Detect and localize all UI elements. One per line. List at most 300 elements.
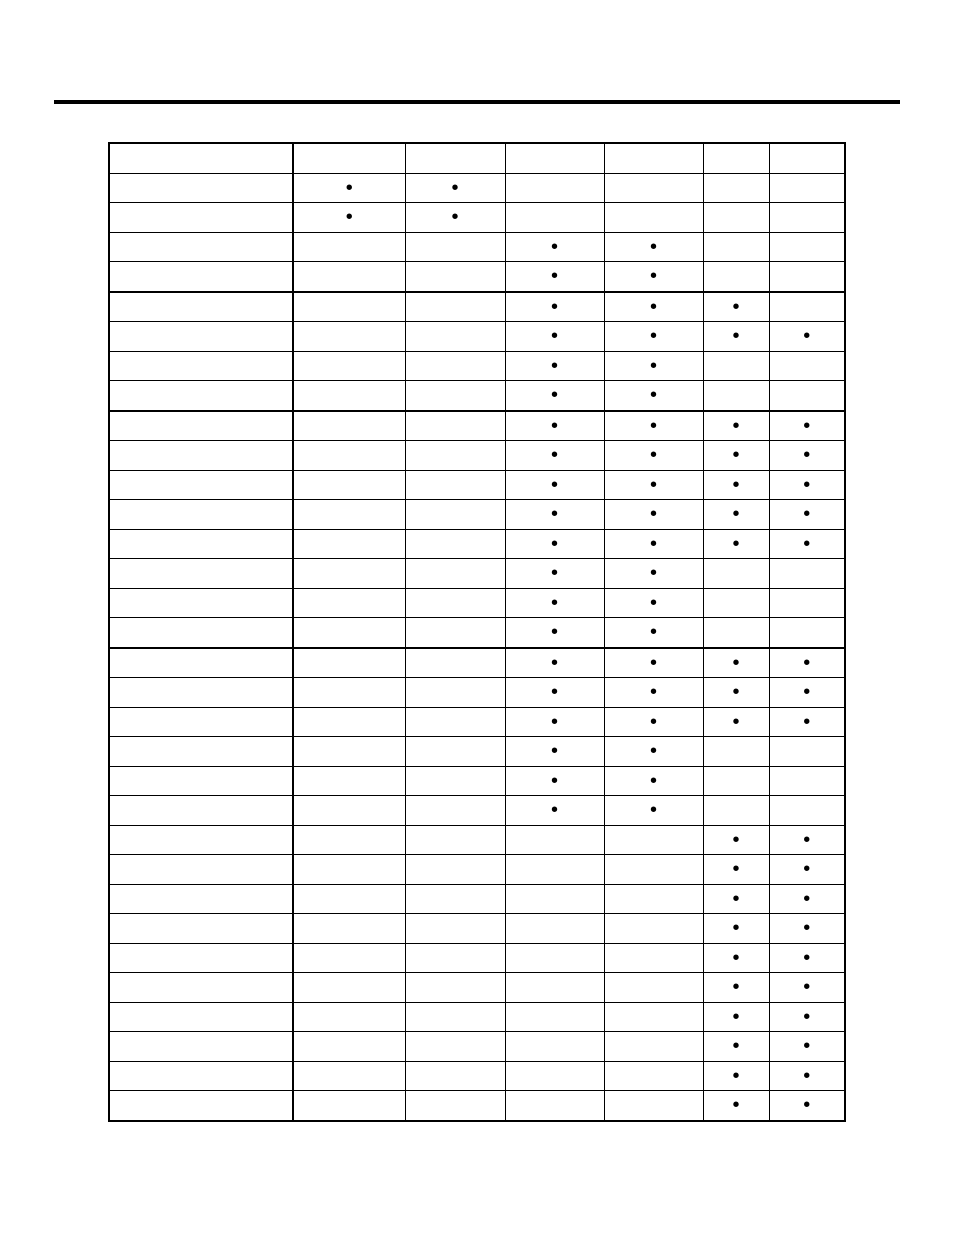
table-cell xyxy=(109,143,293,173)
table-cell xyxy=(505,203,604,233)
table-cell xyxy=(405,766,505,796)
table-cell xyxy=(703,232,769,262)
table-cell xyxy=(109,943,293,973)
table-cell xyxy=(293,737,405,767)
table-cell xyxy=(604,173,703,203)
bullet-marker: • xyxy=(649,562,657,585)
table-cell xyxy=(109,825,293,855)
bullet-marker: • xyxy=(649,621,657,644)
table-row xyxy=(109,351,845,381)
table-cell xyxy=(769,588,845,618)
table-cell xyxy=(505,500,604,530)
bullet-marker: • xyxy=(803,1035,811,1058)
table-cell xyxy=(604,737,703,767)
bullet-marker: • xyxy=(732,473,740,496)
table-cell xyxy=(505,292,604,322)
table-cell xyxy=(769,411,845,441)
table-cell xyxy=(405,796,505,826)
bullet-marker: • xyxy=(649,710,657,733)
table-cell xyxy=(769,322,845,352)
table-row xyxy=(109,707,845,737)
table-cell xyxy=(703,529,769,559)
table-cell xyxy=(604,322,703,352)
table-cell xyxy=(405,855,505,885)
table-cell xyxy=(703,648,769,678)
bullet-marker: • xyxy=(550,235,558,258)
table-cell xyxy=(769,618,845,648)
table-row xyxy=(109,796,845,826)
table-cell xyxy=(505,232,604,262)
table-cell xyxy=(604,648,703,678)
table-cell xyxy=(109,766,293,796)
table-cell xyxy=(604,411,703,441)
table-cell xyxy=(405,529,505,559)
bullet-marker: • xyxy=(803,414,811,437)
bullet-marker: • xyxy=(732,710,740,733)
table-cell xyxy=(604,470,703,500)
table-cell xyxy=(604,292,703,322)
table-row xyxy=(109,825,845,855)
header-rule xyxy=(54,100,900,104)
table-cell xyxy=(703,262,769,292)
table-cell xyxy=(293,470,405,500)
table-cell xyxy=(769,766,845,796)
bullet-marker: • xyxy=(550,799,558,822)
bullet-marker: • xyxy=(550,621,558,644)
table-cell xyxy=(405,1091,505,1121)
table-cell xyxy=(505,588,604,618)
table-cell xyxy=(405,648,505,678)
table-cell xyxy=(405,292,505,322)
table-row xyxy=(109,441,845,471)
table-cell xyxy=(109,1091,293,1121)
table-cell xyxy=(769,914,845,944)
table-cell xyxy=(293,559,405,589)
table-cell xyxy=(703,588,769,618)
table-row xyxy=(109,322,845,352)
bullet-marker: • xyxy=(649,473,657,496)
bullet-marker: • xyxy=(550,769,558,792)
table-cell xyxy=(505,1032,604,1062)
table-cell xyxy=(109,529,293,559)
table-cell xyxy=(703,973,769,1003)
bullet-marker: • xyxy=(803,828,811,851)
table-cell xyxy=(109,500,293,530)
bullet-marker: • xyxy=(732,414,740,437)
table-cell xyxy=(604,1002,703,1032)
bullet-marker: • xyxy=(803,1094,811,1117)
bullet-marker: • xyxy=(649,651,657,674)
table-cell xyxy=(405,500,505,530)
bullet-marker: • xyxy=(803,887,811,910)
table-cell xyxy=(405,1032,505,1062)
table-cell xyxy=(769,1091,845,1121)
table-row xyxy=(109,914,845,944)
table-cell xyxy=(293,1091,405,1121)
table-cell xyxy=(109,322,293,352)
table-row xyxy=(109,292,845,322)
table-row xyxy=(109,737,845,767)
table-row xyxy=(109,1061,845,1091)
table-cell xyxy=(293,381,405,411)
table-cell xyxy=(769,707,845,737)
table-cell xyxy=(405,203,505,233)
bullet-marker: • xyxy=(550,354,558,377)
bullet-marker: • xyxy=(732,295,740,318)
table-cell xyxy=(604,796,703,826)
bullet-marker: • xyxy=(732,681,740,704)
table-cell xyxy=(604,914,703,944)
table-cell xyxy=(703,943,769,973)
table-cell xyxy=(604,441,703,471)
bullet-marker: • xyxy=(550,384,558,407)
bullet-marker: • xyxy=(649,769,657,792)
table-cell xyxy=(505,351,604,381)
table-cell xyxy=(405,143,505,173)
table-cell xyxy=(703,618,769,648)
table-cell xyxy=(293,143,405,173)
table-row xyxy=(109,588,845,618)
table-row xyxy=(109,943,845,973)
table-cell xyxy=(293,529,405,559)
table-cell xyxy=(769,351,845,381)
table-cell xyxy=(505,322,604,352)
table-cell xyxy=(604,381,703,411)
table-cell xyxy=(703,855,769,885)
table-cell xyxy=(293,855,405,885)
table-cell xyxy=(505,529,604,559)
table-cell xyxy=(109,855,293,885)
table-row xyxy=(109,648,845,678)
table-row xyxy=(109,855,845,885)
table-row xyxy=(109,203,845,233)
table-cell xyxy=(703,203,769,233)
table-row xyxy=(109,529,845,559)
table-cell xyxy=(109,1032,293,1062)
bullet-marker: • xyxy=(345,176,353,199)
table-cell xyxy=(604,618,703,648)
table-cell xyxy=(293,232,405,262)
table-cell xyxy=(703,766,769,796)
table-row xyxy=(109,1091,845,1121)
bullet-marker: • xyxy=(732,828,740,851)
bullet-marker: • xyxy=(803,917,811,940)
bullet-marker: • xyxy=(550,295,558,318)
table-cell xyxy=(109,884,293,914)
bullet-marker: • xyxy=(550,532,558,555)
table-cell xyxy=(703,173,769,203)
table-row xyxy=(109,470,845,500)
table-cell xyxy=(109,411,293,441)
table-row xyxy=(109,262,845,292)
table-cell xyxy=(405,322,505,352)
table-cell xyxy=(505,470,604,500)
table-cell xyxy=(293,884,405,914)
bullet-marker: • xyxy=(732,1064,740,1087)
bullet-marker: • xyxy=(803,681,811,704)
table-cell xyxy=(703,1091,769,1121)
bullet-marker: • xyxy=(803,503,811,526)
table-cell xyxy=(703,411,769,441)
table-cell xyxy=(293,588,405,618)
bullet-marker: • xyxy=(649,414,657,437)
table-cell xyxy=(109,914,293,944)
table-cell xyxy=(604,884,703,914)
table-cell xyxy=(703,441,769,471)
table-cell xyxy=(109,618,293,648)
table-cell xyxy=(769,292,845,322)
table-cell xyxy=(505,143,604,173)
bullet-marker: • xyxy=(803,946,811,969)
table-cell xyxy=(293,1061,405,1091)
table-cell xyxy=(405,559,505,589)
table-cell xyxy=(293,500,405,530)
table-cell xyxy=(703,470,769,500)
table-cell xyxy=(604,855,703,885)
bullet-marker: • xyxy=(649,591,657,614)
table-cell xyxy=(604,143,703,173)
table-cell xyxy=(769,262,845,292)
table-cell xyxy=(505,766,604,796)
table-cell xyxy=(293,618,405,648)
table-cell xyxy=(703,351,769,381)
table-cell xyxy=(604,351,703,381)
table-cell xyxy=(109,559,293,589)
table-cell xyxy=(293,914,405,944)
table-cell xyxy=(604,678,703,708)
feature-matrix-table xyxy=(108,142,846,1122)
bullet-marker: • xyxy=(550,325,558,348)
table-cell xyxy=(703,884,769,914)
table-row xyxy=(109,173,845,203)
table-cell xyxy=(109,173,293,203)
table-cell xyxy=(109,588,293,618)
table-cell xyxy=(109,203,293,233)
table-cell xyxy=(293,943,405,973)
table-cell xyxy=(604,588,703,618)
table-cell xyxy=(769,500,845,530)
table-cell xyxy=(405,1002,505,1032)
bullet-marker: • xyxy=(649,354,657,377)
table-cell xyxy=(293,648,405,678)
table-cell xyxy=(293,973,405,1003)
bullet-marker: • xyxy=(732,917,740,940)
bullet-marker: • xyxy=(550,414,558,437)
table-cell xyxy=(604,1091,703,1121)
table-cell xyxy=(769,143,845,173)
table-cell xyxy=(769,648,845,678)
table-cell xyxy=(505,914,604,944)
bullet-marker: • xyxy=(732,1035,740,1058)
table-cell xyxy=(109,381,293,411)
table-cell xyxy=(703,825,769,855)
table-cell xyxy=(769,1032,845,1062)
table-cell xyxy=(293,796,405,826)
table-cell xyxy=(505,884,604,914)
table-cell xyxy=(293,351,405,381)
table-cell xyxy=(109,796,293,826)
table-cell xyxy=(109,292,293,322)
table-cell xyxy=(604,203,703,233)
bullet-marker: • xyxy=(550,562,558,585)
table-cell xyxy=(109,737,293,767)
table-cell xyxy=(604,1032,703,1062)
table-cell xyxy=(505,737,604,767)
table-cell xyxy=(405,262,505,292)
table-cell xyxy=(505,855,604,885)
table-cell xyxy=(769,1061,845,1091)
bullet-marker: • xyxy=(649,235,657,258)
table-cell xyxy=(505,173,604,203)
bullet-marker: • xyxy=(732,946,740,969)
bullet-marker: • xyxy=(649,295,657,318)
bullet-marker: • xyxy=(649,799,657,822)
bullet-marker: • xyxy=(649,384,657,407)
bullet-marker: • xyxy=(803,444,811,467)
table-cell xyxy=(703,143,769,173)
table-cell xyxy=(293,825,405,855)
table-cell xyxy=(109,470,293,500)
table-cell xyxy=(405,441,505,471)
table-cell xyxy=(405,588,505,618)
table-row xyxy=(109,766,845,796)
table-cell xyxy=(604,262,703,292)
bullet-marker: • xyxy=(649,740,657,763)
table-cell xyxy=(293,292,405,322)
table-cell xyxy=(405,232,505,262)
bullet-marker: • xyxy=(732,444,740,467)
table-cell xyxy=(109,351,293,381)
table-cell xyxy=(505,618,604,648)
table-row xyxy=(109,1002,845,1032)
table-row xyxy=(109,411,845,441)
table-cell xyxy=(703,322,769,352)
table-cell xyxy=(769,943,845,973)
bullet-marker: • xyxy=(550,473,558,496)
table-cell xyxy=(769,232,845,262)
table-cell xyxy=(769,203,845,233)
table-cell xyxy=(703,796,769,826)
table-cell xyxy=(703,678,769,708)
table-cell xyxy=(604,707,703,737)
table-cell xyxy=(505,943,604,973)
table-cell xyxy=(604,766,703,796)
table-cell xyxy=(769,173,845,203)
table-cell xyxy=(703,559,769,589)
table-cell xyxy=(505,1091,604,1121)
table-cell xyxy=(505,973,604,1003)
table-cell xyxy=(293,1002,405,1032)
table-cell xyxy=(769,855,845,885)
table-cell xyxy=(769,1002,845,1032)
table-cell xyxy=(703,381,769,411)
bullet-marker: • xyxy=(550,265,558,288)
bullet-marker: • xyxy=(803,858,811,881)
table-cell xyxy=(505,678,604,708)
table-cell xyxy=(769,825,845,855)
table-cell xyxy=(109,232,293,262)
table-cell xyxy=(405,618,505,648)
table-cell xyxy=(505,381,604,411)
bullet-marker: • xyxy=(550,503,558,526)
bullet-marker: • xyxy=(550,710,558,733)
table-cell xyxy=(109,1061,293,1091)
table-cell xyxy=(109,262,293,292)
table-cell xyxy=(405,381,505,411)
table-cell xyxy=(703,707,769,737)
table-row xyxy=(109,618,845,648)
table-cell xyxy=(293,441,405,471)
bullet-marker: • xyxy=(732,976,740,999)
table-cell xyxy=(293,203,405,233)
bullet-marker: • xyxy=(649,325,657,348)
table-cell xyxy=(293,766,405,796)
table-cell xyxy=(405,351,505,381)
table-cell xyxy=(505,411,604,441)
table-cell xyxy=(703,737,769,767)
bullet-marker: • xyxy=(451,176,459,199)
table-cell xyxy=(109,648,293,678)
table-row xyxy=(109,1032,845,1062)
table-cell xyxy=(604,232,703,262)
table-cell xyxy=(405,825,505,855)
table-cell xyxy=(293,173,405,203)
table-cell xyxy=(703,500,769,530)
table-cell xyxy=(769,973,845,1003)
table-cell xyxy=(505,559,604,589)
table-cell xyxy=(769,441,845,471)
bullet-marker: • xyxy=(803,532,811,555)
table-row xyxy=(109,500,845,530)
table-cell xyxy=(703,1061,769,1091)
feature-matrix-body xyxy=(109,143,845,1121)
table-cell xyxy=(703,1032,769,1062)
table-cell xyxy=(604,559,703,589)
bullet-marker: • xyxy=(803,1064,811,1087)
table-cell xyxy=(769,678,845,708)
bullet-marker: • xyxy=(732,503,740,526)
table-row xyxy=(109,232,845,262)
table-cell xyxy=(769,381,845,411)
bullet-marker: • xyxy=(803,325,811,348)
table-cell xyxy=(293,1032,405,1062)
table-row xyxy=(109,559,845,589)
table-row xyxy=(109,143,845,173)
table-cell xyxy=(505,1061,604,1091)
table-cell xyxy=(405,914,505,944)
table-cell xyxy=(505,707,604,737)
bullet-marker: • xyxy=(732,532,740,555)
table-row xyxy=(109,678,845,708)
bullet-marker: • xyxy=(732,651,740,674)
bullet-marker: • xyxy=(550,681,558,704)
table-cell xyxy=(505,825,604,855)
table-cell xyxy=(109,441,293,471)
bullet-marker: • xyxy=(732,858,740,881)
table-cell xyxy=(405,973,505,1003)
bullet-marker: • xyxy=(649,532,657,555)
table-cell xyxy=(405,470,505,500)
table-cell xyxy=(405,173,505,203)
table-cell xyxy=(405,943,505,973)
table-cell xyxy=(293,411,405,441)
bullet-marker: • xyxy=(803,651,811,674)
table-cell xyxy=(769,796,845,826)
table-cell xyxy=(405,884,505,914)
table-cell xyxy=(293,678,405,708)
bullet-marker: • xyxy=(803,976,811,999)
bullet-marker: • xyxy=(803,710,811,733)
